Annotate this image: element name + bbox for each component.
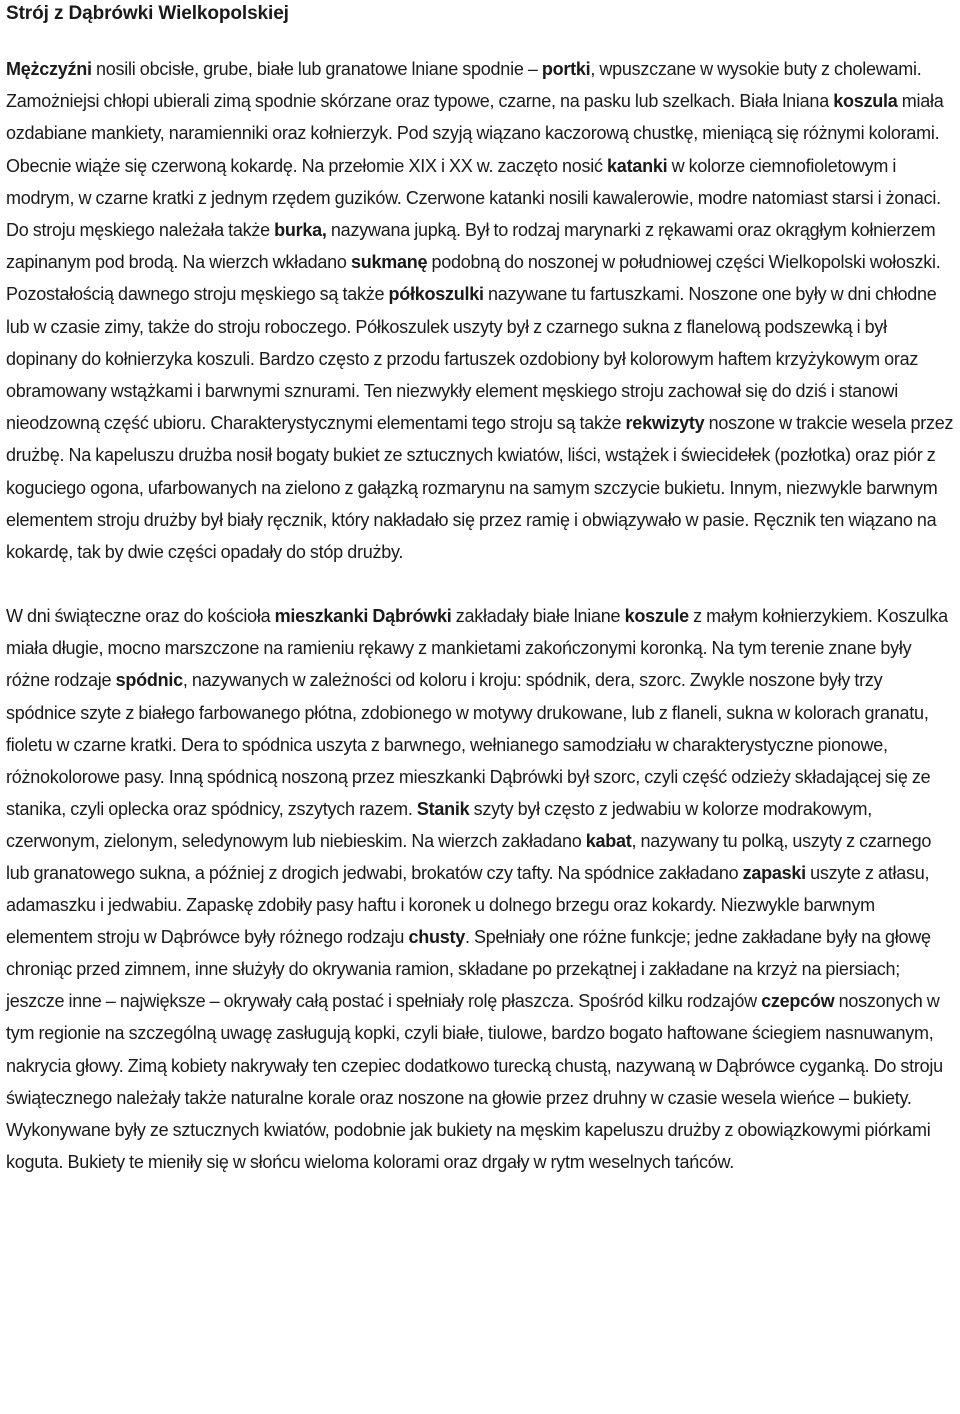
text-run: w kolorze ciemnofioletowym i modrym, w czarne kratki z jednym rzędem guzików. Czerwone katanki nosili kawalerowie, modre natomiast starsi i żonaci. Do stroju męskiego należała także bbox=[6, 155, 941, 241]
text-run: . Spełniały one różne funkcje; jedne zakładane były na głowę chroniąc przed zimnem, inne służyły do okrywania ramion, składane po przekątnej i zakładane na krzyż na piersiach; jeszcze inne – największe – okrywały całą postać i spełniały rolę płaszcza. Spośród kilku rodzajów bbox=[6, 927, 931, 1012]
text-run: nazywane tu fartuszkami. Noszone one były w dni chłodne lub w czasie zimy, także do stroju roboczego. Półkoszulek uszyty był z czarnego sukna z flanelową podszewką i był dopinany do kołnierzyka koszuli. Bardzo często z przodu fartuszek ozdobiony był kolorowym haftem krzyżykowym oraz obramowany wstążkami i barwnymi sznurami. Ten niezwykły element męskiego stroju zachował się do dziś i stanowi nieodzowną część ubioru. Charakterystycznymi elementami tego stroju są także bbox=[6, 284, 937, 434]
document-title: Strój z Dąbrówki Wielkopolskiej bbox=[6, 3, 289, 24]
bold-term: mieszkanki Dąbrówki bbox=[274, 606, 452, 627]
text-run: z małym kołnierzykiem. Koszulka miała długie, mocno marszczone na ramieniu rękawy z mankietami zakończonymi koronką. Na tym terenie znane były różne rodzaje bbox=[6, 606, 948, 691]
paragraph-women-costume bbox=[6, 600, 954, 1178]
text-run: nosili obcisłe, grube, białe lub granatowe lniane spodnie – bbox=[91, 59, 542, 79]
bold-term: Mężczyźni bbox=[6, 59, 92, 79]
text-run: , nazywanych w zależności od koloru i kroju: spódnik, dera, szorc. Zwykle noszone były trzy spódnice szyte z białego farbowanego płótna, zdobionego w motywy drukowane, lub z flaneli, sukna w kolorach granatu, fioletu w czarne kratki. Dera to spódnica uszyta z barwnego, wełnianego samodziału w charakterystyczne pionowe, różnokolorowe pasy. Inną spódnicą noszoną przez mieszkanki Dąbrówki był szorc, czyli część odzieży składającej się ze stanika, czyli oplecka oraz spódnicy, zszytych razem. bbox=[6, 670, 931, 819]
bold-term: portki bbox=[541, 59, 591, 79]
text-run: zakładały białe lniane bbox=[451, 606, 625, 627]
text-run: , nazywany tu polką, uszyty z czarnego lub granatowego sukna, a później z drogich jedwabi, brokatów czy tafty. Na spódnice zakładano bbox=[6, 830, 932, 883]
text-run: noszone w trakcie wesela przez drużbę. Na kapeluszu drużba nosił bogaty bukiet ze sztucznych kwiatów, liści, wstążek i świecidełek (pozłotka) oraz piór z koguciego ogona, ufarbowanych na zielono z gałązką rozmarynu na samym szczycie bukietu. Innym, niezwykle barwnym elementem stroju drużby był biały ręcznik, który nakładało się przez ramię i obwiązywało w pasie. Ręcznik ten wiązano na kokardę, tak by dwie części opadały do stóp drużby. bbox=[6, 413, 954, 563]
text-run: szyty był często z jedwabiu w kolorze modrakowym, czerwonym, zielonym, seledynowym lub niebieskim. Na wierzch zakładano bbox=[6, 798, 873, 851]
bold-term: burka, bbox=[274, 220, 327, 241]
text-run: nazywana jupką. Był to rodzaj marynarki z rękawami oraz okrągłym kołnierzem zapinanym pod brodą. Na wierzch wkładano bbox=[6, 220, 936, 273]
bold-term: sukmanę bbox=[350, 252, 428, 273]
bold-term: półkoszulki bbox=[388, 284, 484, 305]
text-run: uszyte z atłasu, adamaszku i jedwabiu. Zapaskę zdobiły pasy haftu i koronek u dolnego brzegu oraz kokardy. Niezwykle barwnym elementem stroju w Dąbrówce były różnego rodzaju bbox=[6, 863, 930, 948]
text-run: , wpuszczane w wysokie buty z cholewami. Zamożniejsi chłopi ubierali zimą spodnie skórzane oraz typowe, czarne, na pasku lub szelkach. Biała lniana bbox=[6, 59, 922, 112]
bold-term: zapaski bbox=[742, 863, 806, 883]
text-run: podobną do noszonej w południowej części Wielkopolski wołoszki. Pozostałością dawnego stroju męskiego są także bbox=[6, 252, 941, 305]
bold-term: Stanik bbox=[416, 798, 470, 819]
bold-term: chusty bbox=[408, 927, 465, 948]
text-run: noszonych w tym regionie na szczególną uwagę zasługują kopki, czyli białe, tiulowe, bardzo bogato haftowane ściegiem nasnuwanym, nakrycia głowy. Zimą kobiety nakrywały ten czepiec dodatkowo turecką chustą, nazywaną w Dąbrówce cyganką. Do stroju świątecznego należały także naturalne korale oraz noszone na głowie przez druhny w czasie wesela wieńce – bukiety. Wykonywane były ze sztucznych kwiatów, podobnie jak bukiety na męskim kapeluszu drużby z obowiązkowymi piórkami koguta. Bukiety te mieniły się w słońcu wieloma kolorami oraz drgały w rytm weselnych tańców. bbox=[6, 991, 943, 1172]
bold-term: kabat bbox=[585, 830, 632, 851]
text-run: W dni świąteczne oraz do kościoła bbox=[6, 606, 275, 627]
bold-term: czepców bbox=[761, 991, 835, 1012]
bold-term: katanki bbox=[607, 155, 668, 176]
text-run: miała ozdabiane mankiety, naramienniki oraz kołnierzyk. Pod szyją wiązano kaczorową chustkę, mieniącą się różnymi kolorami. Obecnie wiąże się czerwoną kokardę. Na przełomie XIX i XX w. zaczęto nosić bbox=[6, 91, 944, 176]
bold-term: rekwizyty bbox=[625, 413, 705, 434]
bold-term: spódnic bbox=[115, 670, 183, 691]
bold-term: koszule bbox=[624, 606, 689, 627]
paragraph-men-costume bbox=[6, 53, 954, 568]
bold-term: koszula bbox=[833, 91, 898, 112]
